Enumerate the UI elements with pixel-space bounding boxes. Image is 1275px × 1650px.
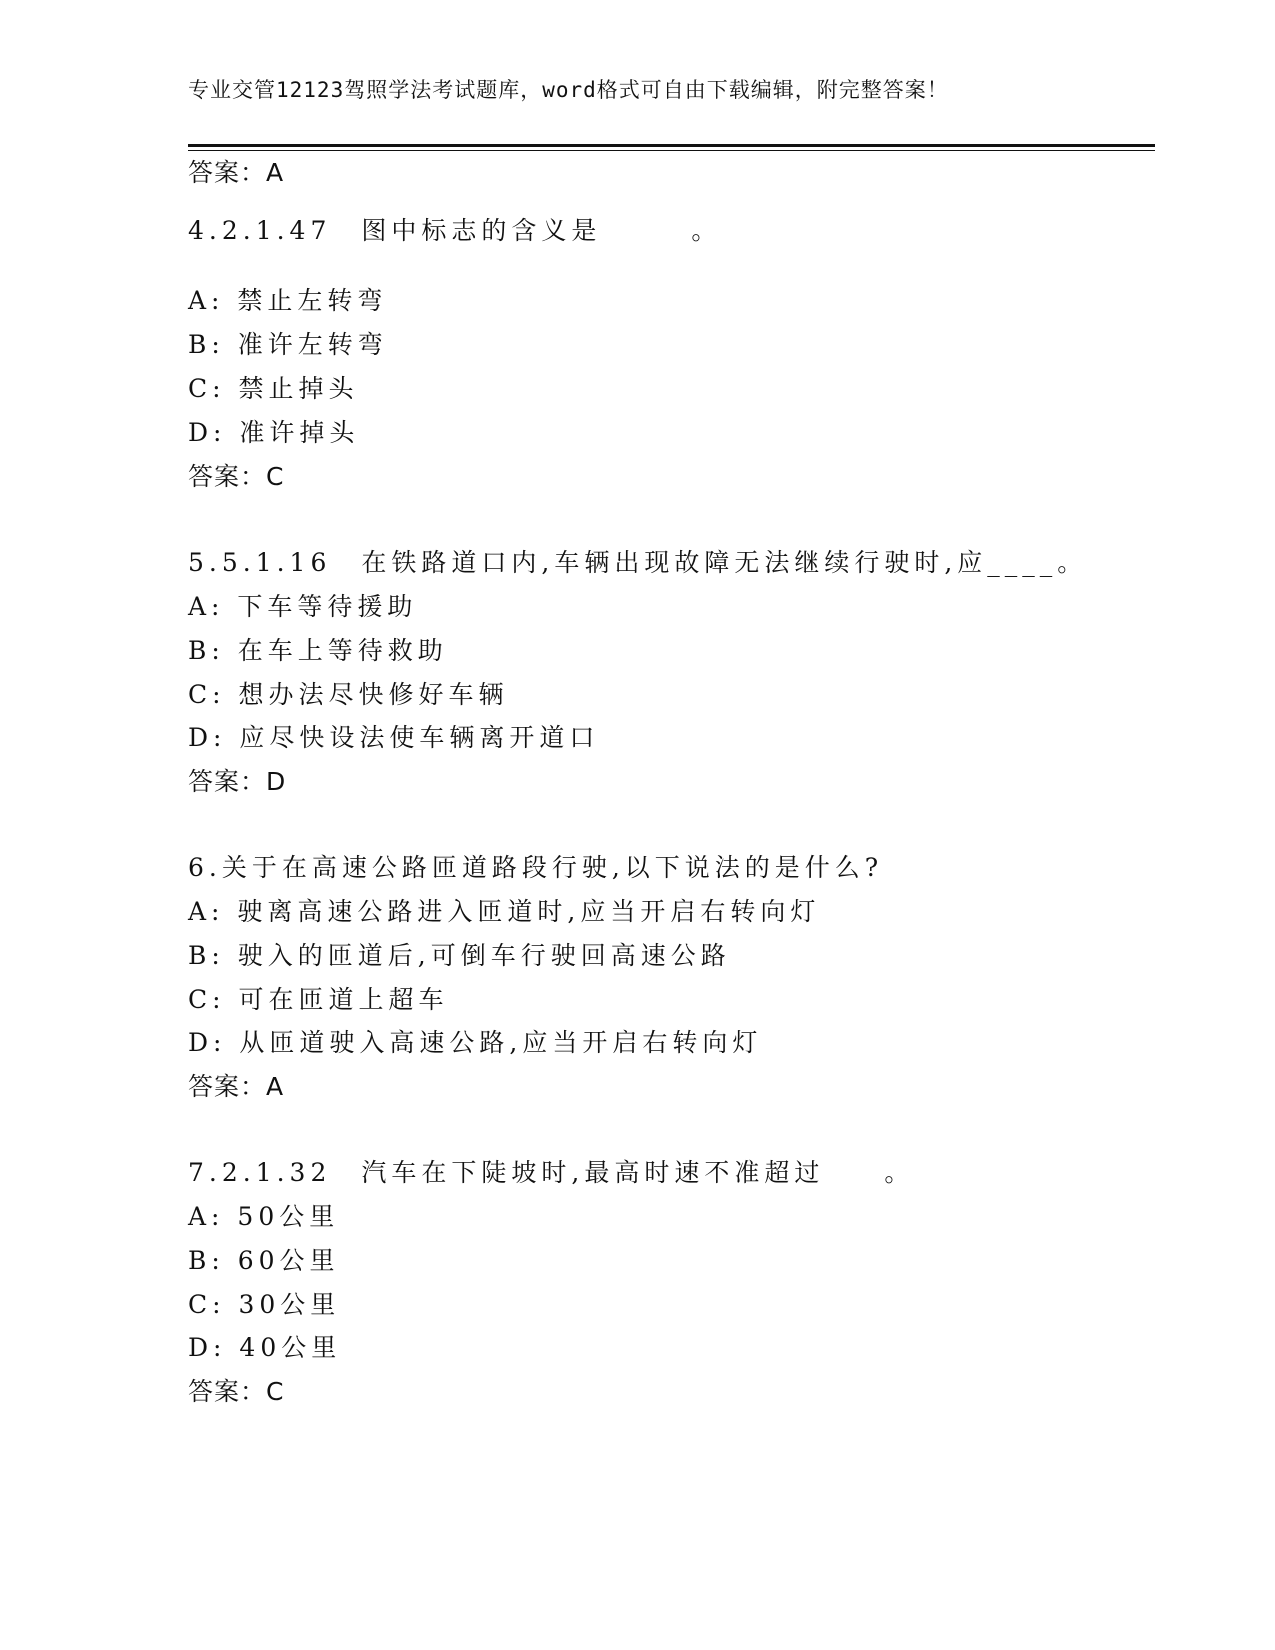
option-b: B: 在车上等待救助 [188, 636, 448, 665]
question-stem: 6.关于在高速公路匝道路段行驶,以下说法的是什么? [188, 853, 884, 882]
option-a: A: 下车等待援助 [188, 592, 418, 621]
option-d: D: 从匝道驶入高速公路,应当开启右转向灯 [188, 1028, 763, 1057]
option-c: C: 禁止掉头 [188, 374, 359, 403]
option-d: D: 40公里 [188, 1333, 342, 1362]
option-b: B: 驶入的匝道后,可倒车行驶回高速公路 [188, 941, 731, 970]
header-rule-thick [188, 144, 1155, 147]
option-c: C: 30公里 [188, 1290, 341, 1319]
question-stem: 4.2.1.47 图中标志的含义是 。 [188, 216, 722, 245]
option-d: D: 准许掉头 [188, 418, 360, 447]
answer-line: 答案：C [188, 462, 285, 491]
answer-line: 答案：D [188, 767, 287, 796]
question-stem: 7.2.1.32 汽车在下陡坡时,最高时速不准超过 。 [188, 1158, 915, 1187]
page-header: 专业交管12123驾照学法考试题库，word格式可自由下载编辑，附完整答案！ [188, 78, 949, 102]
option-b: B: 60公里 [188, 1246, 340, 1275]
option-d: D: 应尽快设法使车辆离开道口 [188, 723, 600, 752]
option-a: A: 驶离高速公路进入匝道时,应当开启右转向灯 [188, 897, 821, 926]
header-rule-thin [188, 150, 1155, 151]
question-stem: 5.5.1.16 在铁路道口内,车辆出现故障无法继续行驶时,应____。 [188, 548, 1088, 577]
option-a: A: 50公里 [188, 1202, 340, 1231]
answer-line: 答案：A [188, 158, 285, 187]
answer-line: 答案：A [188, 1072, 285, 1101]
option-a: A: 禁止左转弯 [188, 286, 388, 315]
option-c: C: 可在匝道上超车 [188, 985, 449, 1014]
option-b: B: 准许左转弯 [188, 330, 388, 359]
answer-line: 答案：C [188, 1377, 285, 1406]
option-c: C: 想办法尽快修好车辆 [188, 680, 509, 709]
